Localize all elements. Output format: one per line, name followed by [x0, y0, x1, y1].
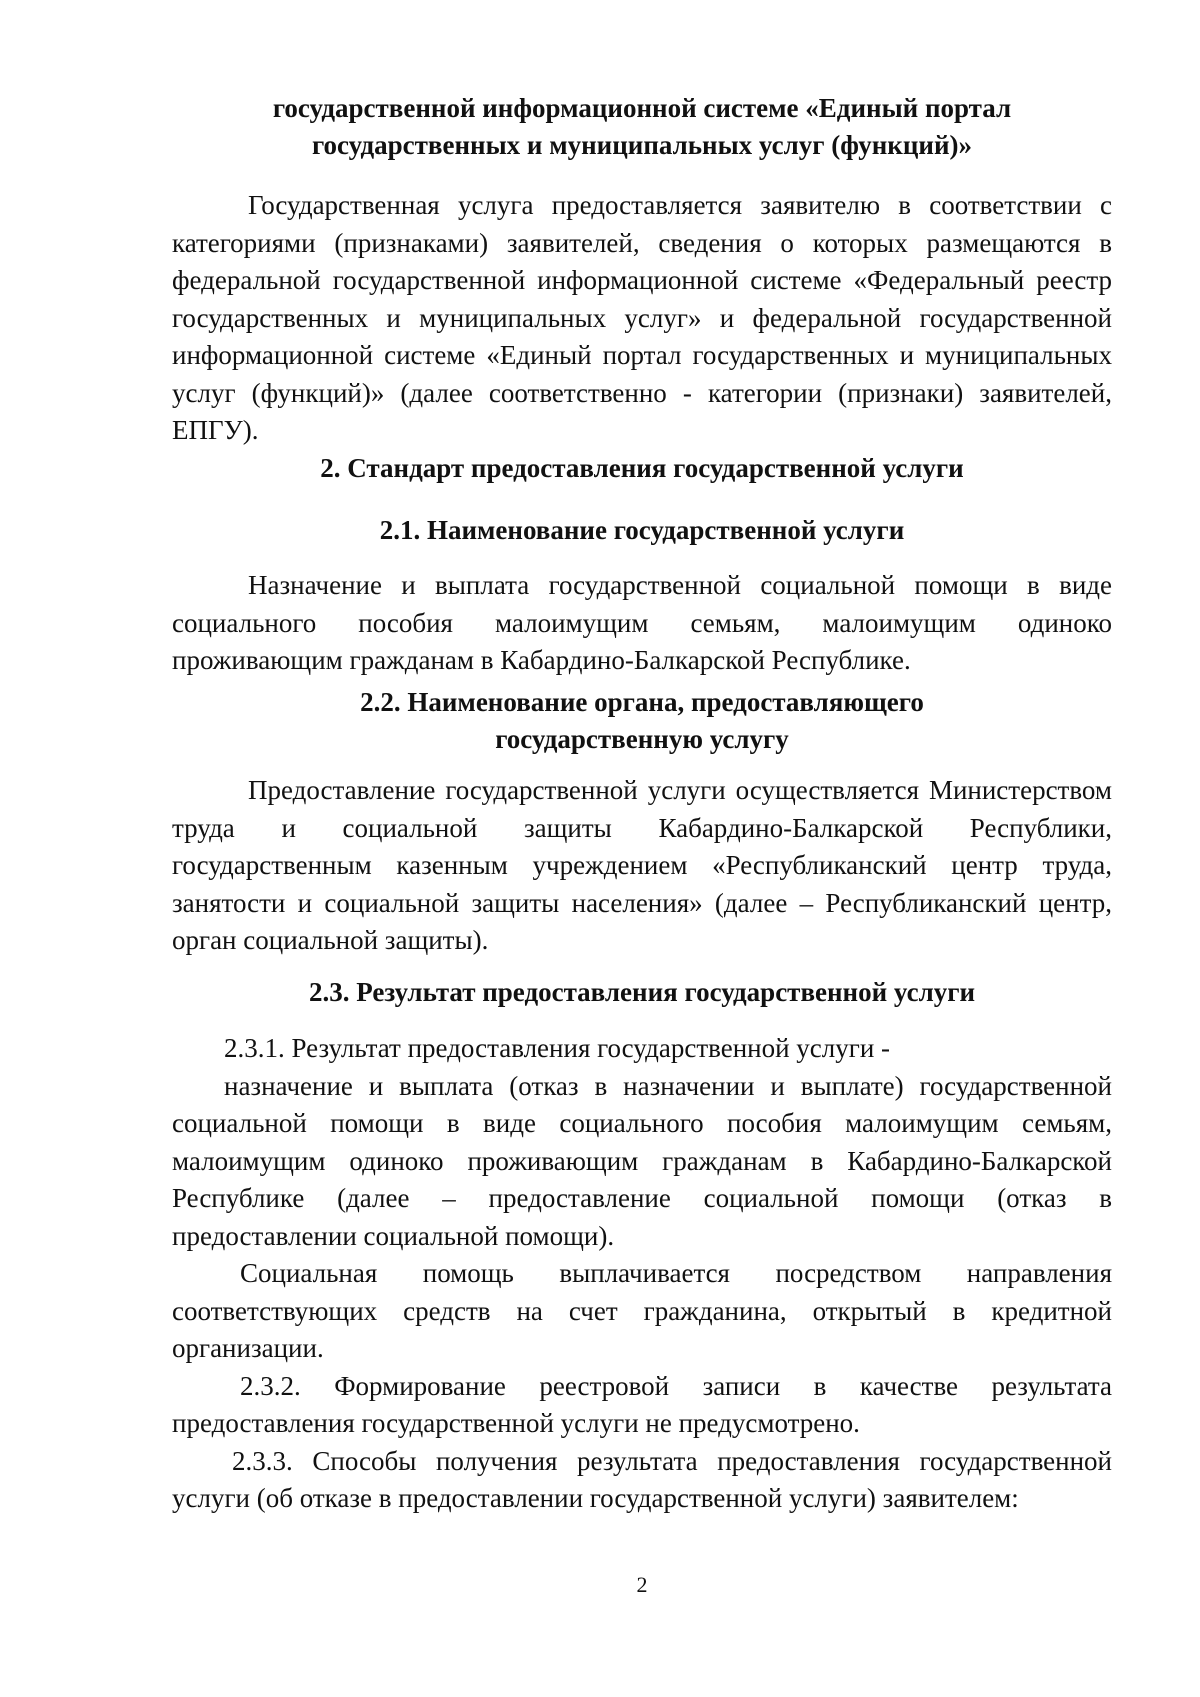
section-2-2-heading-line-1: 2.2. Наименование органа, предоставляющего — [360, 687, 924, 717]
section-2-1-heading: 2.1. Наименование государственной услуги — [379, 515, 905, 545]
intro-heading-line-2: государственных и муниципальных услуг (функций)» — [311, 130, 973, 160]
section-2-1-text-block — [172, 567, 1112, 680]
section-2-2-heading-block — [172, 684, 1112, 758]
section-2-1-heading-block — [172, 512, 1112, 549]
section-2-heading: 2. Стандарт предоставления государственной услуги — [320, 453, 964, 483]
section-2-2-heading-line-2: государственную услугу — [495, 724, 789, 754]
intro-heading-line-1: государственной информационной системе «Единый портал — [272, 93, 1012, 123]
paragraph-2-3-1-result: назначение и выплата (отказ в назначении и выплате) государственной социальной помощи в виде социального пособия малоимущим семьям, малоимущим одиноко проживающим гражданам в Кабардино-Балкарской Республике (далее – предоставление социальной помощи (отказ в предоставлении социальной помощи). — [172, 1070, 1112, 1251]
section-2-3-body — [172, 1030, 1112, 1518]
section-2-3-heading: 2.3. Результат предоставления государственной услуги — [308, 977, 976, 1007]
section-2-3-heading-block — [172, 974, 1112, 1011]
section-2-2-text: Предоставление государственной услуги осуществляется Министерством труда и социальной защиты Кабардино-Балкарской Республики, государственным казенным учреждением «Республиканский центр труда, занятости и социальной защиты населения» (далее – Республиканский центр, орган социальной защиты). — [172, 775, 1112, 955]
section-2-heading-block — [172, 450, 1112, 487]
intro-paragraph-block — [172, 187, 1112, 450]
page-number: 2 — [636, 1572, 648, 1597]
intro-heading — [172, 90, 1112, 164]
intro-paragraph: Государственная услуга предоставляется заявителю в соответствии с категориями (признаками) заявителей, сведения о которых размещаются в федеральной государственной информационной системе «Федеральный реестр государственных и муниципальных услуг» и федеральной государственной информационной системе «Единый портал государственных и муниципальных услуг (функций)» (далее соответственно - категории (признаки) заявителей, ЕПГУ). — [172, 190, 1112, 445]
paragraph-2-3-1: 2.3.1. Результат предоставления государственной услуги - — [224, 1033, 891, 1063]
paragraph-2-3-3: 2.3.3. Способы получения результата предоставления государственной услуги (об отказе в предоставлении государственной услуги) заявителем: — [172, 1445, 1112, 1513]
paragraph-2-3-2: 2.3.2. Формирование реестровой записи в качестве результата предоставления государственной услуги не предусмотрено. — [172, 1370, 1112, 1438]
paragraph-social-payment: Социальная помощь выплачивается посредством направления соответствующих средств на счет гражданина, открытый в кредитной организации. — [172, 1258, 1112, 1363]
section-2-2-text-block — [172, 772, 1112, 960]
section-2-1-text: Назначение и выплата государственной социальной помощи в виде социального пособия малоимущим семьям, малоимущим одиноко проживающим гражданам в Кабардино-Балкарской Республике. — [172, 570, 1112, 675]
